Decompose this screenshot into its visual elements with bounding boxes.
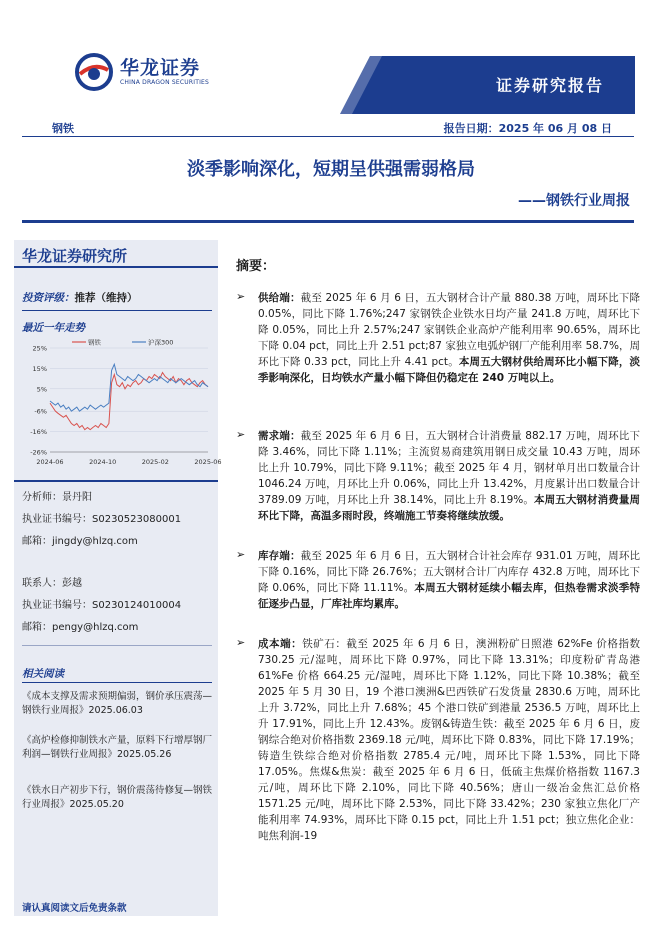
bullet-heading: 库存端： <box>258 550 301 562</box>
bullet-body: 截至 2025 年 6 月 6 日，五大钢材合计社会库存 931.01 万吨，周环比下降 0.16%，同比下降 26.76%；五大钢材合计厂内库存 432.8 万吨，周环比下降 0.06%，同比下降 11.11%。 <box>258 550 641 594</box>
divider <box>22 310 212 311</box>
related-report-link[interactable]: 《成本支撑及需求预期偏弱，钢价承压震荡—钢铁行业周报》2025.06.03 <box>22 691 213 716</box>
investment-rating <box>22 290 138 305</box>
divider <box>22 645 212 646</box>
legend-label: 钢铁 <box>88 338 101 347</box>
series-line-csi300 <box>50 364 208 411</box>
divider <box>14 480 218 482</box>
bullet-emphasis: 本周五大钢材供给周环比小幅下降，淡季影响深化，日均铁水产量小幅下降但仍稳定在 240 万吨以上。 <box>258 356 640 384</box>
report-title: 淡季影响深化，短期呈供强需弱格局 <box>187 159 475 180</box>
sidebar-header <box>14 240 218 268</box>
analyst-cert: 执业证书编号：S0230523080001 <box>22 514 182 525</box>
bullet-emphasis: 本周五大钢材延续小幅去库，但热卷需求淡季特征逐步凸显，厂库社库均累库。 <box>258 582 641 610</box>
company-logo <box>74 50 224 96</box>
related-reading-label: 相关阅读 <box>22 668 64 680</box>
institute-name: 华龙证券研究所 <box>22 247 128 265</box>
report-date: 报告日期：2025 年 06 月 08 日 <box>443 122 612 135</box>
bullet-body: 铁矿石：截至 2025 年 6 月 6 日，澳洲粉矿日照港 62%Fe 价格指数 730.25 元/湿吨，周环比下降 0.97%，同比下降 13.31%；印度粉矿青岛港 61%Fe 价格 664.25 元/湿吨，周环比下降 1.12%，同比下降 10.38%；截至 2025 年 5 月 30 日，19 个港口澳洲&巴西铁矿石发货量 2830.6 万吨，周环比上升 3.72%，同比上升 7.68%；45 个港口铁矿到港量 2536.5 万吨，周环比上升 17.91%，同比上升 12.43%。废钢&铸造生铁：截至 2025 年 6 月 6 日，废钢综合绝对价格指数 2369.18 元/吨，周环比下降 0.83%，同比下降 17.19%；铸造生铁综合绝对价格指数 2785.4 元/吨，周环比下降 1.53%，同比下降 17.05%。焦煤&焦炭：截至 2025 年 6 月 6 日，低硫主焦煤价格指数 1167.3 元/吨，周环比下降 2.10%，同比下降 40.56%；唐山一级冶金焦汇总价格 1571.25 元/吨，周环比下降 2.53%，同比下降 33.42%；230 家独立焦化厂产能利用率 74.93%，周环比下降 0.15 pct，同比上升 1.51 pct；独立焦化企业：吨焦利润-19 <box>258 638 641 842</box>
y-tick-label: 5% <box>36 385 47 394</box>
report-subtitle: ——钢铁行业周报 <box>518 193 630 209</box>
report-type-banner: 证券研究报告 <box>495 76 604 95</box>
arrow-bullet-icon: ➢ <box>236 428 246 441</box>
divider <box>22 682 212 683</box>
bullet-text <box>258 636 640 844</box>
legend-label: 沪深300 <box>148 338 174 347</box>
divider <box>22 136 634 137</box>
bullet-text <box>258 548 640 612</box>
y-tick-label: -26% <box>30 448 47 457</box>
analyst-email[interactable]: 邮箱：jingdy@hlzq.com <box>22 536 138 547</box>
rating-value: 推荐（维持） <box>74 292 138 304</box>
y-tick-label: -6% <box>34 407 47 416</box>
rating-label: 投资评级： <box>22 292 75 304</box>
disclaimer-note: 请认真阅读文后免责条款 <box>22 903 127 914</box>
bullet-emphasis: 本周五大钢材消费量周环比下降，高温多雨时段，终端施工节奏将继续放缓。 <box>258 494 641 522</box>
y-tick-label: -16% <box>30 428 47 437</box>
sidebar <box>14 240 222 916</box>
bullet-body: 截至 2025 年 6 月 6 日，五大钢材合计消费量 882.17 万吨，周环比下降 3.46%，同比下降 1.11%；主流贸易商建筑用钢日成交量 10.43 万吨，周环比上升 10.79%，同比下降 9.11%；截至 2025 年 4 月，钢材单月出口数量合计 1046.24 万吨，月环比上升 0.06%，同比上升 13.42%，月度累计出口数量合计 3789.09 万吨，月环比上升 38.14%，同比上升 8.19%。 <box>258 430 641 506</box>
bullet-heading: 供给端： <box>258 292 301 304</box>
related-report-link[interactable]: 《高炉检修抑制铁水产量，原料下行增厚钢厂利润—钢铁行业周报》2025.05.26 <box>22 735 213 760</box>
bullet-heading: 成本端： <box>258 638 303 650</box>
trend-label: 最近一年走势 <box>22 322 85 334</box>
contact-name: 联系人：彭越 <box>22 578 82 589</box>
abstract-label: 摘要： <box>236 259 276 274</box>
arrow-bullet-icon: ➢ <box>236 290 246 303</box>
bullet-body: 截至 2025 年 6 月 6 日，五大钢材合计产量 880.38 万吨，周环比下降 0.05%，同比下降 1.76%;247 家钢铁企业铁水日均产量 241.8 万吨，周环比下降 0.05%，同比上升 2.57%;247 家钢铁企业高炉产能利用率 90.65%，周环比下降 0.04 pct，同比上升 2.51 pct;87 家独立电弧炉钢厂产能利用率 58.7%，周环比下降 0.33 pct，同比上升 4.41 pct。 <box>258 292 641 368</box>
contact-email[interactable]: 邮箱：pengy@hlzq.com <box>22 622 139 633</box>
contact-cert: 执业证书编号：S0230124010004 <box>22 600 182 611</box>
arrow-bullet-icon: ➢ <box>236 548 246 561</box>
y-tick-label: 15% <box>32 364 47 373</box>
y-tick-label: 25% <box>32 344 47 353</box>
bullet-heading: 需求端： <box>258 430 301 442</box>
x-tick-label: 2024-10 <box>89 458 117 466</box>
x-tick-label: 2025-02 <box>141 458 169 466</box>
bullet-text <box>258 290 640 386</box>
logo-name: 华龙证券 <box>120 57 201 79</box>
industry-label: 钢铁 <box>52 122 74 135</box>
title-divider <box>22 220 634 223</box>
arrow-bullet-icon: ➢ <box>236 636 246 649</box>
logo-english-name: CHINA DRAGON SECURITIES <box>120 79 210 86</box>
related-report-link[interactable]: 《铁水日产初步下行，钢价震荡待修复—钢铁行业周报》2025.05.20 <box>22 785 213 810</box>
bullet-text <box>258 428 640 524</box>
analyst-name: 分析师：景丹阳 <box>22 492 92 503</box>
x-tick-label: 2024-06 <box>36 458 64 466</box>
x-tick-label: 2025-06 <box>194 458 222 466</box>
dragon-logo-icon <box>74 52 114 92</box>
trend-chart <box>22 338 222 478</box>
